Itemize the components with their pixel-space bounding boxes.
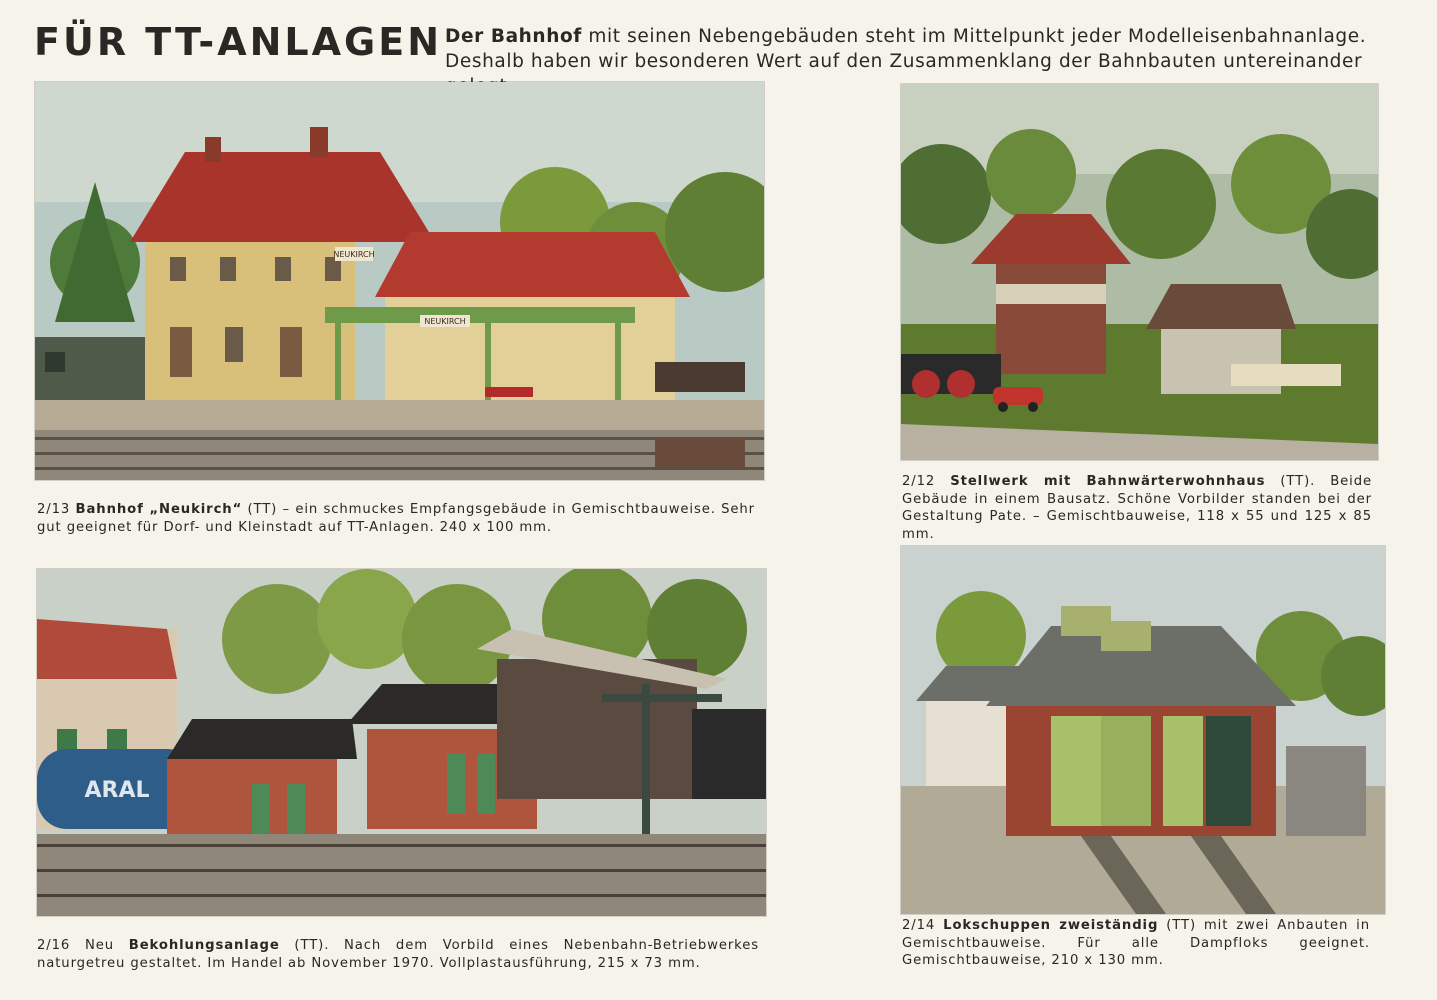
page-title: FÜR TT-ANLAGEN (34, 20, 442, 64)
signalbox-illustration (901, 84, 1378, 460)
caption-station-number: 2/13 (37, 502, 71, 517)
caption-station-name: Bahnhof „Neukirch“ (75, 502, 243, 517)
shed-illustration (901, 546, 1385, 914)
tank-car-text: ARAL (84, 778, 150, 803)
station-sign-main: NEUKIRCH (333, 250, 375, 259)
caption-signalbox-name: Stellwerk mit Bahnwärterwohnhaus (950, 474, 1266, 489)
caption-coaling (37, 937, 759, 972)
intro-bold: Der Bahnhof (445, 26, 582, 47)
photo-coaling (37, 569, 766, 916)
caption-shed (902, 917, 1370, 970)
photo-signalbox (901, 84, 1378, 460)
station-illustration (35, 82, 764, 480)
caption-signalbox-number: 2/12 (902, 474, 936, 489)
intro-rest: mit seinen Nebengebäuden steht im Mittelpunkt jeder Modelleisenbahnanlage. Deshalb haben wir besonderen Wert auf den Zusammenklang der Bahnbauten untereinander (445, 26, 1367, 72)
photo-shed (901, 546, 1385, 914)
caption-coaling-name: Bekohlungsanlage (128, 938, 280, 953)
caption-shed-text: (TT) mit zwei Anbauten in Gemischtbauweise. Für alle Dampfloks geeignet. Gemischtbauweise, 210 x 130 mm. (902, 918, 1370, 968)
caption-station (37, 501, 755, 536)
caption-shed-name: Lokschuppen zweiständig (943, 918, 1159, 933)
photo-station (35, 82, 764, 480)
caption-station-text: (TT) – ein schmuckes Empfangsgebäude in Gemischtbauweise. Sehr gut geeignet für Dorf- und Kleinstadt auf TT-Anlagen. 240 x 100 mm. (37, 502, 756, 535)
caption-shed-number: 2/14 (902, 918, 936, 933)
caption-signalbox-text: (TT). Beide Gebäude in einem Bausatz. Schöne Vorbilder standen bei der Gestaltung Pate. – Gemischtbauweise, 118 x 55 und 125 x 85 mm. (902, 474, 1373, 542)
station-sign-platform: NEUKIRCH (424, 317, 466, 326)
caption-coaling-number: 2/16 Neu (37, 938, 114, 953)
caption-signalbox (902, 473, 1372, 543)
coaling-illustration (37, 569, 766, 916)
caption-coaling-text: (TT). Nach dem Vorbild eines Nebenbahn-Betriebwerkes naturgetreu gestaltet. Im Handel ab November 1970. Vollplastausführung, 215 x 73 mm. (37, 938, 760, 971)
